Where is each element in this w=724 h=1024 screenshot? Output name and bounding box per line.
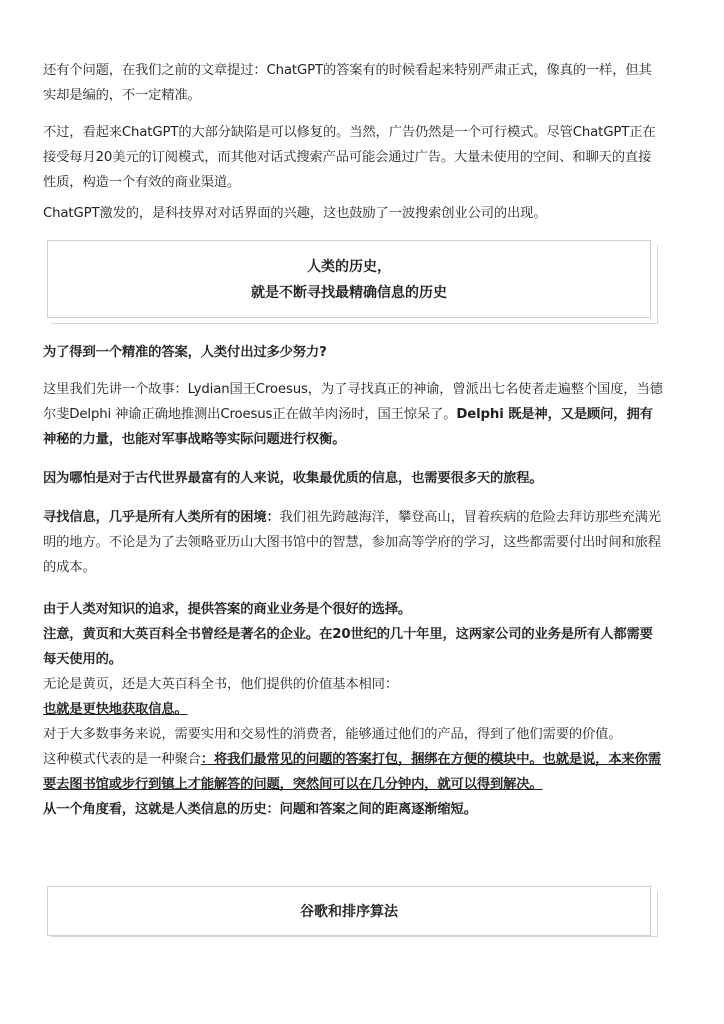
callout-google-heading bbox=[47, 886, 651, 936]
paragraph-chatgpt-interest: ChatGPT激发的，是科技界对对话界面的兴趣，这也鼓励了一波搜索创业公司的出现。 bbox=[43, 206, 547, 221]
delphi-description: Delphi 既是神，又是顾问，拥有神秘的力量，也能对军事战略等实际问题进行权衡。 bbox=[43, 407, 653, 447]
paragraph-chatgpt-business: 不过，看起来ChatGPT的大部分缺陷是可以修复的。当然，广告仍然是一个可行模式。尽管ChatGPT正在接受每月20美元的订阅模式，而其他对话式搜索产品可能会通过广告。大量未使用的空间、和聊天的直接性质，构造一个有效的商业渠道。 bbox=[43, 125, 656, 190]
aggregation-explanation: ：将我们最常见的问题的答案打包，捆绑在方便的模块中。也就是说，本来你需要去图书馆或步行到镇上才能解答的问题，突然间可以在几分钟内，就可以得到解决。 bbox=[43, 752, 661, 792]
business-line-1: 由于人类对知识的追求，提供答案的商业业务是个很好的选择。 bbox=[43, 602, 412, 617]
section-answer-business bbox=[43, 597, 663, 822]
croesus-story-text: 这里我们先讲一个故事：Lydian国王Croesus，为了寻找真正的神谕，曾派出七名使者走遍整个国度，当德尔斐Delphi 神谕正确地推测出Croesus正在做羊肉汤时，国王惊呆了。 bbox=[43, 382, 663, 422]
callout-google-title: 谷歌和排序算法 bbox=[300, 904, 398, 920]
callout-line-2: 就是不断寻找最精确信息的历史 bbox=[251, 285, 447, 301]
callout-history-quote bbox=[47, 240, 651, 318]
dilemma-text: 我们祖先跨越海洋，攀登高山，冒着疾病的危险去拜访那些充满光明的地方。不论是为了去领略亚历山大图书馆中的智慧，参加高等学府的学习，这些都需要付出时间和旅程的成本。 bbox=[43, 510, 661, 575]
paragraph-chatgpt-accuracy: 还有个问题，在我们之前的文章提过：ChatGPT的答案有的时候看起来特别严肃正式，像真的一样，但其实却是编的，不一定精准。 bbox=[43, 63, 652, 103]
business-line-3: 无论是黄页，还是大英百科全书，他们提供的价值基本相同： bbox=[43, 677, 398, 692]
callout-line-1: 人类的历史， bbox=[307, 259, 391, 275]
business-line-4: 也就是更快地获取信息。 bbox=[43, 702, 188, 717]
paragraph-croesus-story bbox=[43, 377, 663, 452]
paragraph-journey: 因为哪怕是对于古代世界最富有的人来说，收集最优质的信息，也需要很多天的旅程。 bbox=[43, 471, 543, 486]
heading-effort: 为了得到一个精准的答案，人类付出过多少努力? bbox=[43, 345, 327, 360]
business-line-5: 对于大多数事务来说，需要实用和交易性的消费者，能够通过他们的产品，得到了他们需要的价值。 bbox=[43, 727, 622, 742]
business-line-6 bbox=[43, 747, 663, 797]
business-line-7: 从一个角度看，这就是人类信息的历史：问题和答案之间的距离逐渐缩短。 bbox=[43, 802, 477, 817]
paragraph-info-dilemma bbox=[43, 505, 663, 580]
dilemma-lead: 寻找信息，几乎是所有人类所有的困境： bbox=[43, 510, 280, 525]
business-line-2: 注意，黄页和大英百科全书曾经是著名的企业。在20世纪的几十年里，这两家公司的业务是所有人都需要每天使用的。 bbox=[43, 627, 653, 667]
aggregation-lead: 这种模式代表的是一种聚合 bbox=[43, 752, 201, 767]
